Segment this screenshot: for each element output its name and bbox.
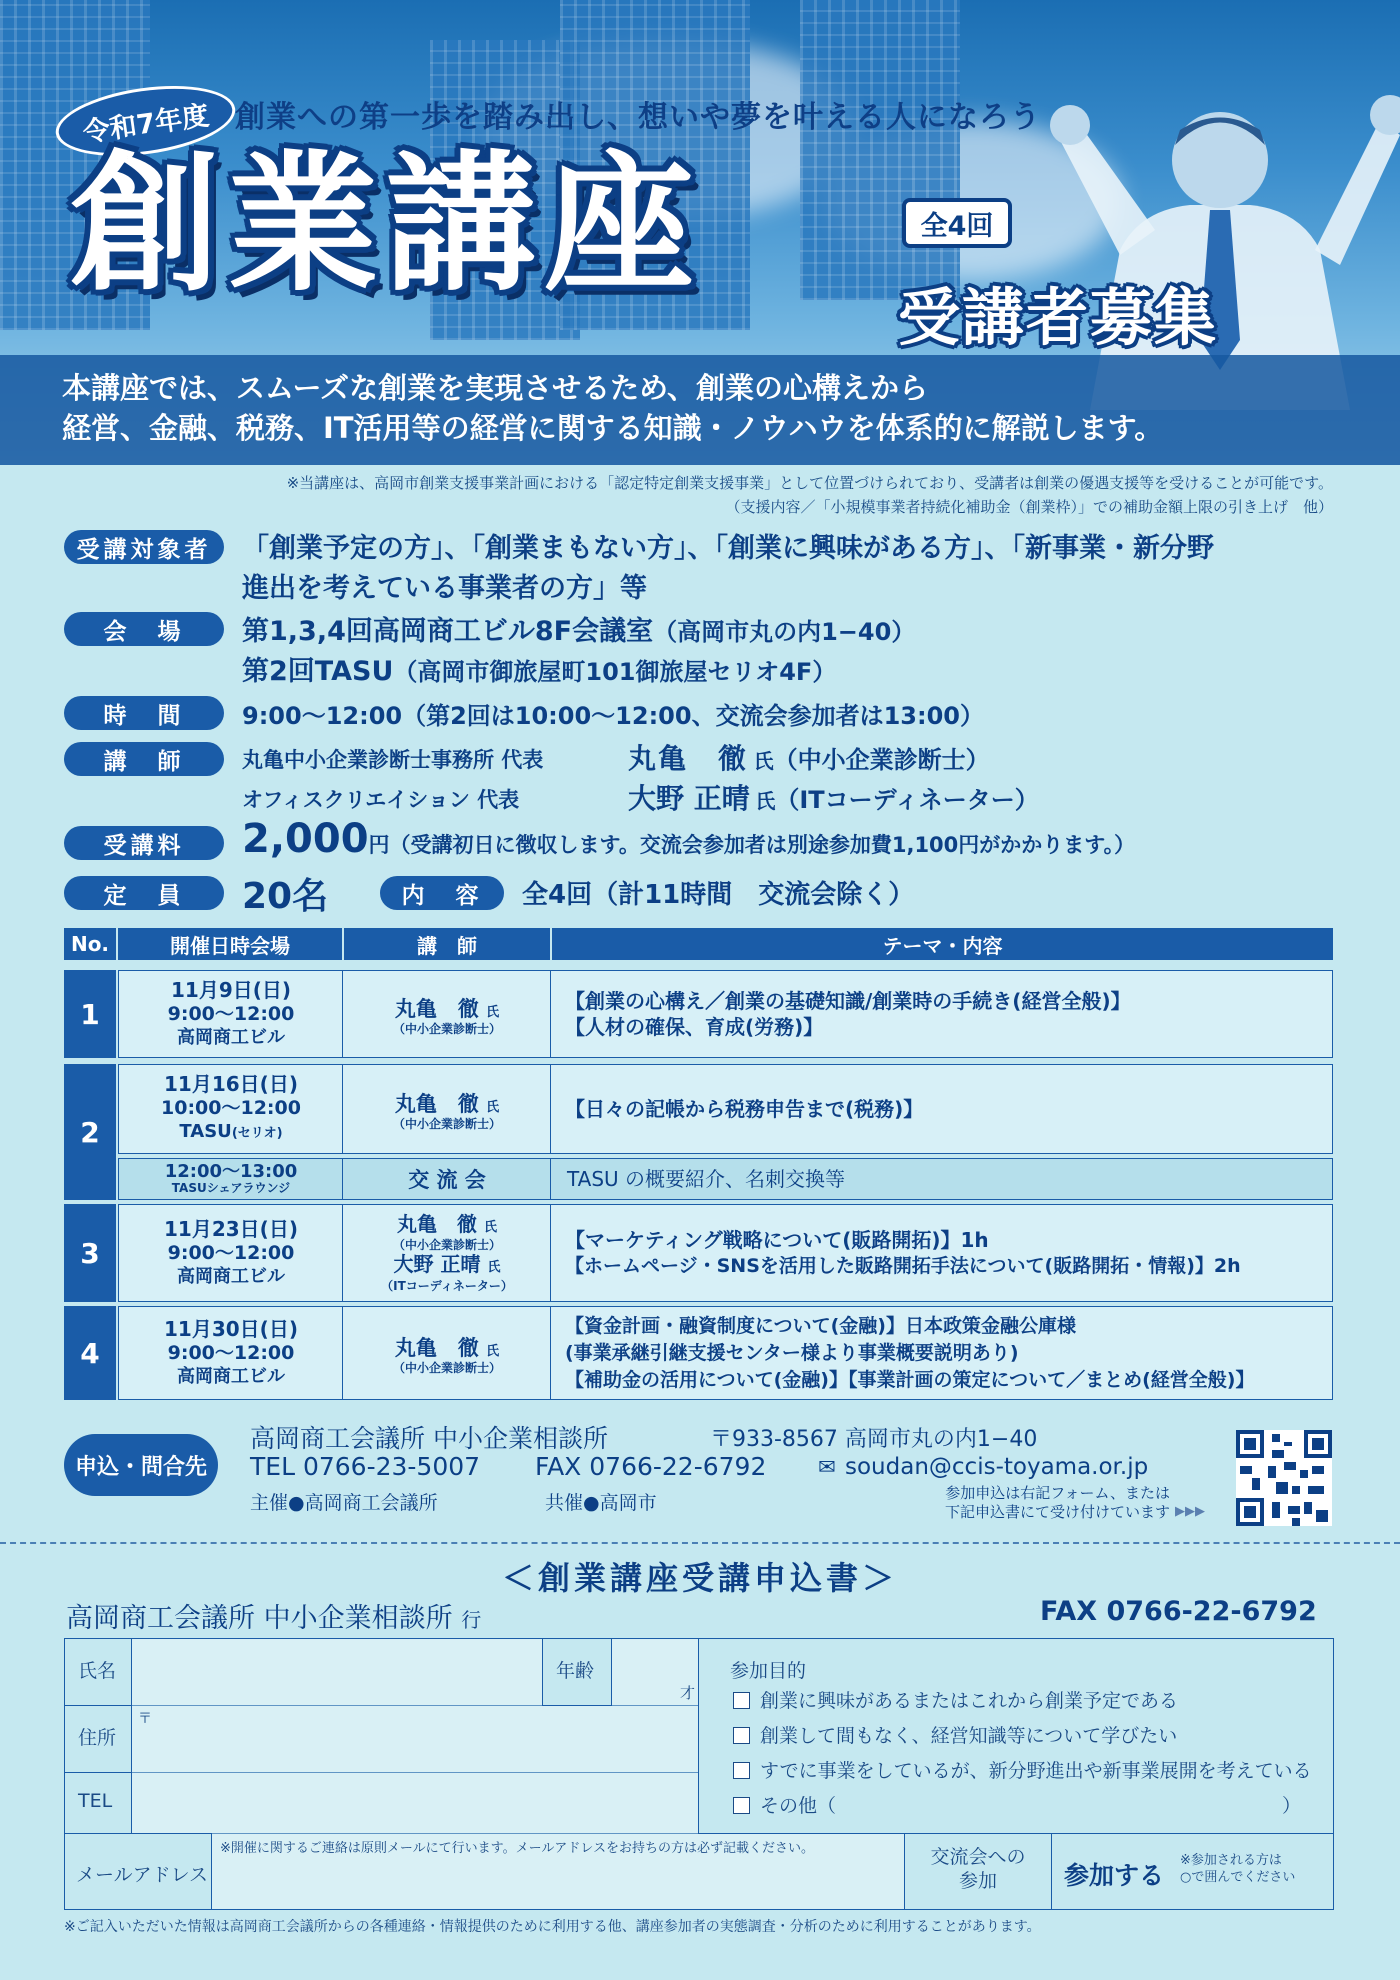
contact-fax: FAX 0766-22-6792 xyxy=(535,1452,767,1481)
session-date: 11月23日(日) xyxy=(164,1217,298,1241)
host-org: 主催●高岡商工会議所 xyxy=(250,1492,438,1514)
lecturer-1-org: 丸亀中小企業診断士事務所 代表 xyxy=(242,748,544,772)
form-note-line: 参加申込は右記フォーム、または xyxy=(945,1484,1170,1502)
contact-email[interactable]: soudan@ccis-toyama.or.jp xyxy=(845,1454,1149,1480)
col-header: 開催日時会場 xyxy=(118,928,342,960)
email-label: メールアドレス xyxy=(76,1864,209,1886)
session-date: 11月9日(日) xyxy=(170,978,292,1002)
col-header: テーマ・内容 xyxy=(552,928,1333,960)
date-cell xyxy=(118,970,344,1058)
content-label: 内 容 xyxy=(380,876,504,910)
lecturer-name-text: 丸亀 徹 xyxy=(397,1212,477,1236)
session-time: 9:00〜12:00 xyxy=(167,1242,295,1264)
honorific: 氏 xyxy=(755,789,776,813)
privacy-note: ※ご記入いただいた情報は高岡商工会議所からの各種連絡・情報提供のために利用する他、講座参加者の実態調査・分析のために利用することがあります。 xyxy=(64,1919,1041,1935)
recipient-org: 高岡商工会議所 中小企業相談所 xyxy=(66,1603,453,1634)
theme-line: 【ホームページ・SNSを活用した販路開拓手法について(販路開拓・情報)】2h xyxy=(565,1255,1241,1277)
exchange-theme: TASU の概要紹介、名刺交換等 xyxy=(550,1158,1333,1200)
honorific: 氏 xyxy=(486,1099,500,1115)
checkbox[interactable] xyxy=(733,1727,750,1744)
purpose-label: 参加目的 xyxy=(730,1660,807,1682)
address-label: 住所 xyxy=(78,1727,117,1749)
capacity-label: 定 員 xyxy=(64,876,224,910)
contact-tel: TEL 0766-23-5007 xyxy=(250,1452,481,1481)
theme-line: (事業承継引継支援センター様より事業概要説明あり) xyxy=(565,1341,1019,1364)
exchange-label-line: 交流会への xyxy=(930,1846,1026,1868)
address-field[interactable] xyxy=(131,1705,699,1773)
target-line: 「創業予定の方」、「創業まもない方」、「創業に興味がある方」、「新事業・新分野 xyxy=(242,533,1214,564)
lecturer-title: （中小企業診断士） xyxy=(392,1116,501,1131)
exchange-time-cell xyxy=(118,1158,344,1200)
tel-field[interactable] xyxy=(131,1772,699,1834)
option-text: その他（ xyxy=(760,1795,837,1817)
venue-main: 第2回TASU xyxy=(242,656,394,687)
venue-main: 第1,3,4回高岡商工ビル8F会議室 xyxy=(242,616,654,647)
intro-text xyxy=(62,368,1362,448)
theme-line: 【補助金の活用について(金融)】【事業計画の策定について／まとめ(経営全般)】 xyxy=(565,1368,1255,1391)
form-note xyxy=(880,1484,1170,1522)
exchange-note-line: ○で囲んでください xyxy=(1180,1870,1296,1885)
lecturer-name-text: 丸亀 徹 xyxy=(394,1335,479,1360)
date-cell xyxy=(118,1306,344,1400)
intro-line: 本講座では、スムーズな創業を実現させるため、創業の心構えから xyxy=(62,371,928,405)
lecturer-2-org: オフィスクリエイション 代表 xyxy=(242,788,520,812)
tel-label: TEL xyxy=(78,1790,113,1812)
theme-cell xyxy=(550,1204,1333,1302)
session-date: 11月30日(日) xyxy=(164,1317,298,1341)
intro-line: 経営、金融、税務、IT活用等の経営に関する知識・ノウハウを体系的に解説します。 xyxy=(62,411,1164,445)
exchange-label xyxy=(904,1845,1052,1893)
place-sub: (セリオ) xyxy=(231,1126,283,1141)
option-text: すでに事業をしているが、新分野進出や新事業展開を考えている xyxy=(760,1760,1312,1782)
content-value: 全4回（計11時間 交流会除く） xyxy=(522,880,915,910)
option-text: 創業に興味があるまたはこれから創業予定である xyxy=(760,1690,1179,1712)
qr-code[interactable] xyxy=(1236,1430,1332,1526)
postal-mark: 〒 xyxy=(138,1711,152,1727)
lecturer-name xyxy=(394,1252,501,1280)
theme-line: 【人材の確保、育成(労務)】 xyxy=(565,1015,824,1039)
lecturer-name-text: 丸亀 徹 xyxy=(394,1091,479,1116)
contact-org: 高岡商工会議所 中小企業相談所 xyxy=(250,1424,608,1453)
time-value: 9:00〜12:00（第2回は10:00〜12:00、交流会参加者は13:00） xyxy=(242,702,984,730)
lecturer-1 xyxy=(628,737,990,777)
capacity-value: 20名 xyxy=(242,876,329,917)
checkbox[interactable] xyxy=(733,1762,750,1779)
lecturer-title: （中小企業診断士） xyxy=(392,1021,501,1036)
lecturer-title: （中小企業診断士） xyxy=(392,1238,501,1252)
row-number: 3 xyxy=(64,1204,116,1302)
target-label: 受講対象者 xyxy=(64,530,224,564)
lecturer-cell xyxy=(342,1306,552,1400)
date-cell xyxy=(118,1064,344,1154)
row-number: 2 xyxy=(64,1064,116,1200)
lecturer-label: 講 師 xyxy=(64,742,224,776)
lecturer-cell xyxy=(342,1064,552,1154)
theme-line: 【日々の記帳から税務申告まで(税務)】 xyxy=(565,1097,924,1121)
cohost-org: 共催●高岡市 xyxy=(545,1492,657,1514)
honorific: 氏 xyxy=(753,749,774,773)
session-place: 高岡商工ビル xyxy=(177,1027,285,1048)
purpose-option[interactable] xyxy=(733,1721,1177,1748)
honorific: 氏 xyxy=(486,1004,500,1020)
other-close-paren: ） xyxy=(1282,1795,1302,1817)
name-label: 氏名 xyxy=(78,1660,117,1682)
honorific: 氏 xyxy=(486,1343,500,1359)
session-date: 11月16日(日) xyxy=(164,1072,298,1096)
theme-cell xyxy=(550,1064,1333,1154)
lecturer-name xyxy=(395,993,499,1023)
checkbox[interactable] xyxy=(733,1692,750,1709)
theme-line: 【マーケティング戦略について(販路開拓)】1h xyxy=(565,1228,989,1252)
building-image xyxy=(800,0,960,300)
name-field[interactable] xyxy=(131,1638,543,1706)
session-place: 高岡商工ビル xyxy=(177,1266,285,1287)
lecturer-name-text: 丸亀 徹 xyxy=(394,996,479,1021)
time-label: 時 間 xyxy=(64,696,224,730)
session-time: 9:00〜12:00 xyxy=(167,1003,295,1025)
lecturer-cell xyxy=(342,970,552,1058)
lecturer-name: 大野 正晴 xyxy=(628,782,750,815)
fee-note: 円（受講初日に徴収します。交流会参加者は別途参加費1,100円がかかります。） xyxy=(368,833,1136,857)
qr-code-icon xyxy=(1236,1430,1332,1526)
target-line: 進出を考えている事業者の方」等 xyxy=(242,573,647,604)
theme-line: 【創業の心構え／創業の基礎知識/創業時の手続き(経営全般)】 xyxy=(565,989,1131,1013)
session-place xyxy=(179,1120,282,1146)
sessions-badge: 全4回 xyxy=(902,198,1012,248)
exchange-label: 交 流 会 xyxy=(342,1158,552,1200)
recipient-suffix: 行 xyxy=(461,1608,482,1632)
lecturer-name: 丸亀 徹 xyxy=(628,742,749,775)
lecturer-2 xyxy=(628,777,1039,817)
exchange-attend[interactable]: 参加する xyxy=(1064,1861,1165,1890)
catchphrase: 創業への第一歩を踏み出し、想いや夢を叶える人になろう xyxy=(235,100,1041,135)
fee-label: 受講料 xyxy=(64,826,224,860)
form-title: ＜創業講座受講申込書＞ xyxy=(501,1559,898,1597)
lecturer-name-text: 大野 正晴 xyxy=(393,1252,481,1276)
lecturer-title: （ITコーディネーター） xyxy=(381,1279,513,1293)
cut-line xyxy=(0,1542,1400,1544)
mail-icon: ✉ xyxy=(818,1455,836,1479)
lecturer-title: （ITコーディネーター） xyxy=(775,786,1039,814)
session-place: 高岡商工ビル xyxy=(177,1366,285,1387)
honorific: 氏 xyxy=(487,1260,501,1275)
row-number: 4 xyxy=(64,1306,116,1400)
exchange-label-line: 参加 xyxy=(958,1870,997,1892)
venue-address: （高岡市御旅屋町101御旅屋セリオ4F） xyxy=(393,658,837,686)
purpose-option[interactable] xyxy=(733,1686,1178,1713)
theme-cell xyxy=(550,1306,1333,1400)
place-name: TASU xyxy=(179,1121,232,1142)
checkbox[interactable] xyxy=(733,1797,750,1814)
age-unit: 才 xyxy=(680,1684,696,1702)
lecturer-name xyxy=(395,1088,499,1118)
form-fax: FAX 0766-22-6792 xyxy=(1040,1596,1317,1627)
fiscal-year-badge: 令和7年度 xyxy=(51,76,239,167)
venue-address: （高岡市丸の内1−40） xyxy=(653,618,916,646)
honorific: 氏 xyxy=(483,1220,497,1235)
purpose-option[interactable] xyxy=(733,1791,836,1818)
recruit-heading: 受講者募集 xyxy=(898,281,1219,354)
venue-2 xyxy=(242,649,836,688)
arrow-icon: ▶▶▶ xyxy=(1175,1504,1205,1519)
session-time: 9:00〜12:00 xyxy=(167,1342,295,1364)
age-label: 年齢 xyxy=(556,1660,595,1682)
exchange-note-line: ※参加される方は xyxy=(1180,1853,1282,1868)
lecturer-title: （中小企業診断士） xyxy=(392,1360,501,1375)
exchange-time: 12:00〜13:00 xyxy=(164,1161,298,1182)
theme-cell xyxy=(550,970,1333,1058)
option-text: 創業して間もなく、経営知識等について学びたい xyxy=(760,1725,1178,1747)
email-note: ※開催に関するご連絡は原則メールにて行います。メールアドレスをお持ちの方は必ず記載ください。 xyxy=(220,1841,814,1856)
venue-label: 会 場 xyxy=(64,612,224,646)
purpose-option[interactable] xyxy=(733,1756,1312,1783)
session-time: 10:00〜12:00 xyxy=(161,1097,301,1119)
contact-label: 申込・問合先 xyxy=(64,1434,218,1496)
form-note-line: 下記申込書にて受け付けています xyxy=(944,1503,1170,1521)
lecturer-title: （中小企業診断士） xyxy=(773,746,990,774)
page-title: 創業講座 xyxy=(70,138,703,312)
exchange-place: TASUシェアラウンジ xyxy=(171,1181,291,1195)
row-number: 1 xyxy=(64,970,116,1058)
col-header: 講 師 xyxy=(344,928,550,960)
exchange-note xyxy=(1180,1852,1295,1886)
support-note: （支援内容／「小規模事業者持続化補助金（創業枠）」での補助金額上限の引き上げ 他） xyxy=(725,498,1333,516)
form-recipient xyxy=(66,1596,481,1635)
lecturer-cell xyxy=(342,1204,552,1302)
date-cell xyxy=(118,1204,344,1302)
venue-1 xyxy=(242,609,915,648)
theme-line: 【資金計画・融資制度について(金融)】日本政策金融公庫様 xyxy=(565,1314,1076,1337)
col-header: No. xyxy=(64,928,116,960)
contact-address: 〒933-8567 高岡市丸の内1−40 xyxy=(710,1427,1038,1452)
lecturer-name xyxy=(397,1213,497,1239)
lecturer-name xyxy=(395,1332,499,1362)
certification-note: ※当講座は、高岡市創業支援事業計画における「認定特定創業支援事業」として位置づけられており、受講者は創業の優遇支援等を受けることが可能です。 xyxy=(286,474,1333,492)
fee-amount: 2,000 xyxy=(242,816,369,862)
fee xyxy=(242,816,1135,862)
